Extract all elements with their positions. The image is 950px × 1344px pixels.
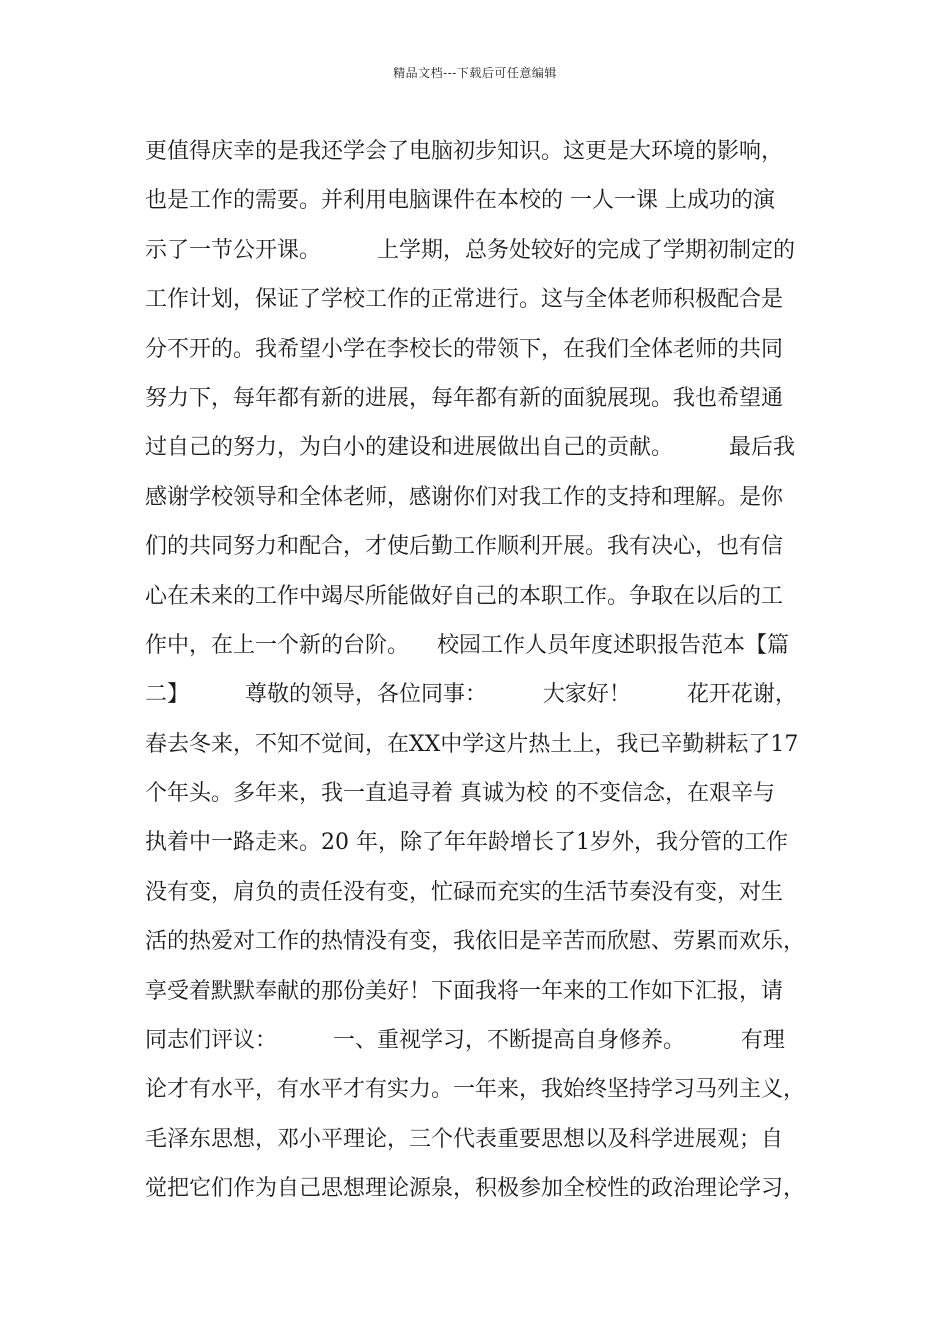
text-line: 也是工作的需要。并利用电脑课件在本校的 一人一课 上成功的演 (145, 188, 775, 214)
text-line: 感谢学校领导和全体老师，感谢你们对我工作的支持和理解。是你 (145, 484, 784, 510)
body-text (145, 127, 835, 1214)
text-line: 心在未来的工作中竭尽所能做好自己的本职工作。争取在以后的工 (145, 583, 784, 609)
text-line: 执着中一路走来。20 年，除了年年龄增长了1岁外，我分管的工作 (145, 830, 788, 856)
text-line: 同志们评议： 一、重视学习，不断提高自身修养。 有理 (145, 1028, 785, 1054)
text-line: 作中，在上一个新的台阶。 校园工作人员年度述职报告范本【篇 (145, 632, 789, 658)
text-line: 享受着默默奉献的那份美好！下面我将一年来的工作如下汇报，请 (145, 978, 784, 1004)
text-line: 们的共同努力和配合，才使后勤工作顺利开展。我有决心，也有信 (145, 534, 784, 560)
text-line: 觉把它们作为自己思想理论源泉，积极参加全校性的政治理论学习， (145, 1176, 806, 1202)
text-line: 努力下，每年都有新的进展，每年都有新的面貌展现。我也希望通 (145, 385, 784, 411)
text-line: 个年头。多年来，我一直追寻着 真诚为校 的不变信念，在艰辛与 (145, 781, 775, 807)
text-line: 更值得庆幸的是我还学会了电脑初步知识。这更是大环境的影响， (145, 139, 784, 164)
text-line: 二】 尊敬的领导，各位同事： 大家好！ 花开花谢， (145, 682, 797, 708)
text-line: 过自己的努力，为白小的建设和进展做出自己的贡献。 最后我 (145, 435, 795, 461)
page-header: 精品文档---下载后可任意编辑 (393, 66, 557, 80)
text-line: 毛泽东思想，邓小平理论，三个代表重要思想以及科学进展观；自 (145, 1126, 784, 1152)
text-line: 活的热爱对工作的热情没有变，我依旧是辛苦而欣慰、劳累而欢乐， (145, 929, 806, 955)
text-line: 没有变，肩负的责任没有变，忙碌而充实的生活节奏没有变，对生 (145, 879, 784, 905)
text-line: 示了一节公开课。 上学期，总务处较好的完成了学期初制定的 (145, 237, 795, 263)
text-line: 论才有水平，有水平才有实力。一年来，我始终坚持学习马列主义， (145, 1077, 806, 1103)
text-line: 工作计划，保证了学校工作的正常进行。这与全体老师积极配合是 (145, 287, 784, 313)
text-line: 分不开的。我希望小学在李校长的带领下，在我们全体老师的共同 (145, 336, 784, 362)
text-line: 春去冬来，不知不觉间，在XX中学这片热土上，我已辛勤耕耘了17 (145, 731, 799, 757)
